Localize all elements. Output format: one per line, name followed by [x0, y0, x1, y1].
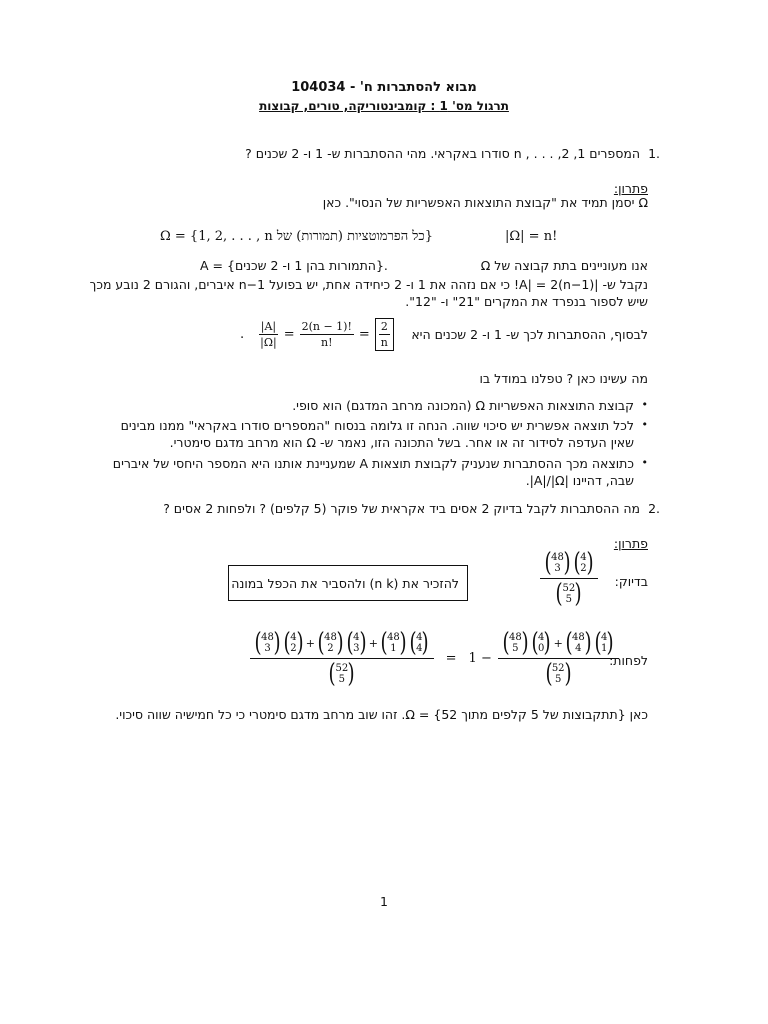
q1-frac3-den: n: [380, 336, 388, 349]
binom-top: 48: [509, 632, 522, 643]
q2-exact-label: בדיוק:: [614, 574, 648, 589]
binom-top: 48: [571, 632, 585, 643]
q1-what-did: מה עשינו כאן ? טפלנו במודל בו: [479, 371, 648, 386]
binomial-coefficient: [572, 550, 595, 576]
binomial-coefficient: [327, 661, 356, 687]
q1-interest: אנו מעוניינים בתת קבוצה של Ω: [480, 258, 648, 273]
q1-frac2-num: 2(n − 1)!: [301, 320, 352, 333]
q2-question: מה ההסתברות לקבל בדיוק 2 אסים ביד אקראית של פוקר (5 קלפים) ? ולפחות 2 אסים ?: [163, 501, 640, 516]
binom-bottom: 2: [327, 643, 334, 654]
paren-right: ): [584, 628, 592, 658]
binom-bottom: 3: [353, 643, 360, 654]
binom-bottom: 4: [416, 643, 423, 654]
bullet-glyph: •: [641, 398, 648, 411]
binom-stack: [509, 632, 522, 654]
binom-top: 4: [416, 632, 423, 643]
q2-exact-fraction: [540, 550, 598, 607]
paren-right: ): [347, 659, 355, 689]
binom-stack: [563, 583, 576, 605]
paren-left: (: [328, 659, 336, 689]
q1-bullet-3a: כתוצאה מכך ההסתברות שנעניק לקבוצת תוצאות A שמעניינת אותנו היא המספר היחסי של איברים: [112, 456, 634, 471]
binom-top: 4: [601, 632, 608, 643]
plus-sign: +: [305, 636, 315, 650]
q2-reminder-box: [228, 565, 468, 601]
binomial-coefficient: [593, 630, 616, 656]
binom-top: 4: [580, 552, 587, 563]
binom-bottom: 2: [580, 563, 587, 574]
q2-reminder: להזכיר את (n k) ולהסביר את הכפל במונה: [228, 565, 468, 601]
q2-atleast-label: לפחות:: [609, 653, 648, 668]
binomial-coefficient: [544, 661, 573, 687]
q2-eq: =: [445, 651, 457, 666]
q1-frac1-den: |Ω|: [260, 336, 277, 349]
q2-atleast-right-fraction: [498, 630, 619, 687]
bullet-glyph: •: [641, 418, 648, 431]
paren-left: (: [555, 579, 563, 609]
binom-bottom: 5: [512, 643, 519, 654]
q2-atleast-left-fraction: [250, 630, 434, 687]
binom-stack: [387, 632, 400, 654]
q2-atleast-left-numerator: [250, 630, 434, 659]
paren-right: ): [563, 548, 571, 578]
binom-bottom: 4: [575, 643, 582, 654]
q1-fraction-count: [300, 320, 354, 349]
q1-frac1-num: |A|: [260, 320, 277, 333]
binom-bottom: 1: [601, 643, 608, 654]
q1-count-line2: שיש לספור בנפרד את המקרים "21" ו- "12".: [405, 294, 648, 309]
q1-bullet-2a: לכל תוצאה אפשרית יש סיכוי שווה. הנחה זו גלומה בנסוח "המספרים סודרו באקראי" ממנו מבינים: [120, 418, 634, 433]
q1-fraction-answer: [379, 320, 390, 349]
q2-atleast-right-numerator: [498, 630, 619, 659]
paren-left: (: [545, 659, 553, 689]
paren-right: ): [296, 628, 304, 658]
binom-stack: [335, 663, 348, 685]
plus-sign: +: [368, 636, 378, 650]
paren-right: ): [606, 628, 615, 658]
q1-count-line1: נקבל ש- |A| = 2(n−1)! כי אם נזהה את 1 ו- 2 כיחידה אחת, יש בפועל n−1 איברים, והגורם 2 נובע מכך: [89, 277, 648, 292]
binom-top: 4: [290, 632, 297, 643]
q2-closing: כאן {תתקבוצות של 5 קלפים מתוך 52} = Ω. זהו שוב מרחב מדגם סימטרי כי כל חמישיה שווה סיכוי.: [115, 707, 648, 722]
binom-top: 52: [562, 583, 576, 594]
paren-left: (: [544, 548, 552, 578]
binom-bottom: 5: [338, 674, 345, 685]
paren-right: ): [399, 628, 407, 658]
q1-frac3-num: 2: [380, 320, 388, 333]
q1-question: המספרים 1, 2, . . . , n סודרו באקראי. מהי ההסתברות ש- 1 ו- 2 שכנים ?: [245, 146, 640, 161]
paren-right: ): [359, 628, 367, 658]
binomial-coefficient: [316, 630, 345, 656]
binom-stack: [551, 552, 564, 574]
q1-finally: לבסוף, ההסתברות לכך ש- 1 ו- 2 שכנים היא: [411, 327, 648, 342]
paren-right: ): [586, 548, 594, 578]
q1-omega-intro: Ω יסמן תמיד את "קבוצת התוצאות האפשריות של הנסוי". כאן: [322, 195, 648, 210]
q1-bullet-1: קבוצת התוצאות האפשריות Ω (המכונה מרחב המדגם) הוא סופי.: [292, 398, 634, 413]
q1-eq2: =: [358, 327, 370, 342]
q1-solution-label: פתרון:: [613, 181, 648, 196]
binom-top: 48: [324, 632, 337, 643]
paren-right: ): [543, 628, 552, 658]
paren-right: ): [564, 659, 572, 689]
paren-right: ): [521, 628, 529, 658]
paren-left: (: [409, 628, 417, 658]
binomial-coefficient: [345, 630, 368, 656]
binom-bottom: 5: [565, 594, 573, 605]
paren-right: ): [422, 628, 430, 658]
binomial-coefficient: [543, 550, 572, 576]
page-number: 1: [380, 894, 388, 909]
binom-top: 52: [551, 663, 565, 674]
q1-bullet-2b: שאין העדפה לסידור זה או אחר. בשל התכונה הזו, נאמר ש- Ω הוא מרחב מדגם סימטרי.: [169, 435, 634, 450]
plus-sign: +: [553, 636, 563, 650]
paren-left: (: [380, 628, 388, 658]
q1-probability-formula: [240, 318, 394, 351]
paren-left: (: [565, 628, 573, 658]
binom-bottom: 5: [554, 674, 562, 685]
binomial-coefficient: [253, 630, 282, 656]
q1-eq1: =: [283, 327, 295, 342]
q2-one-minus: 1 −: [468, 651, 492, 666]
binomial-coefficient: [379, 630, 408, 656]
paren-left: (: [254, 628, 262, 658]
paren-left: (: [317, 628, 325, 658]
q2-atleast-left-denominator: [324, 659, 359, 687]
binom-stack: [552, 663, 565, 685]
q2-exact-numerator: [540, 550, 598, 579]
binom-stack: [261, 632, 274, 654]
binom-top: 52: [335, 663, 349, 674]
q2-atleast-formula: [250, 630, 619, 687]
q2-solution-label: פתרון:: [613, 536, 648, 551]
binom-bottom: 0: [538, 643, 545, 654]
binom-bottom: 3: [264, 643, 271, 654]
q1-number: 1.: [648, 146, 660, 161]
binomial-coefficient: [564, 630, 593, 656]
q1-formula-period: .: [240, 327, 245, 342]
binomial-coefficient: [282, 630, 305, 656]
q2-exact-formula: [540, 550, 598, 607]
q1-frac2-den: n!: [320, 336, 333, 349]
binom-top: 48: [387, 632, 400, 643]
binom-top: 4: [353, 632, 360, 643]
q2-number: 2.: [648, 501, 660, 516]
paren-right: ): [336, 628, 344, 658]
page-subtitle: תרגול מס' 1 : קומבינטוריקה, טורים, קבוצות: [259, 99, 509, 113]
q1-fraction-A-omega: [258, 320, 279, 349]
paren-left: (: [531, 628, 539, 658]
q1-A-def: A = {התמורות בהן 1 ו- 2 שכנים}.: [200, 258, 388, 273]
binom-stack: [572, 632, 585, 654]
paren-left: (: [346, 628, 354, 658]
q2-atleast-right-denominator: [541, 659, 576, 687]
page-title: מבוא להסתברות ח' - 104034: [291, 80, 477, 95]
binom-stack: [324, 632, 337, 654]
binomial-coefficient: [408, 630, 431, 656]
paren-right: ): [273, 628, 281, 658]
q1-omega-def: Ω = {1, 2, . . . , n כל הפרמוטציות (תמורות) של}: [160, 229, 434, 244]
paren-left: (: [594, 628, 602, 658]
paren-right: ): [574, 579, 582, 609]
binom-top: 48: [261, 632, 274, 643]
q1-bullet-3b: שבה, דהיינו |A|/|Ω|.: [525, 473, 634, 488]
binom-top: 4: [538, 632, 545, 643]
binom-bottom: 1: [390, 643, 397, 654]
paren-left: (: [573, 548, 581, 578]
binom-bottom: 2: [290, 643, 297, 654]
paren-left: (: [283, 628, 291, 658]
binom-bottom: 3: [554, 563, 561, 574]
q2-exact-denominator: [551, 579, 586, 607]
q1-omega-size: |Ω| = n!: [505, 229, 558, 244]
binom-top: 48: [551, 552, 564, 563]
binomial-coefficient: [501, 630, 530, 656]
q1-answer-box: [375, 318, 394, 351]
bullet-glyph: •: [641, 456, 648, 469]
binomial-coefficient: [530, 630, 553, 656]
binomial-coefficient: [554, 581, 583, 607]
paren-left: (: [502, 628, 510, 658]
